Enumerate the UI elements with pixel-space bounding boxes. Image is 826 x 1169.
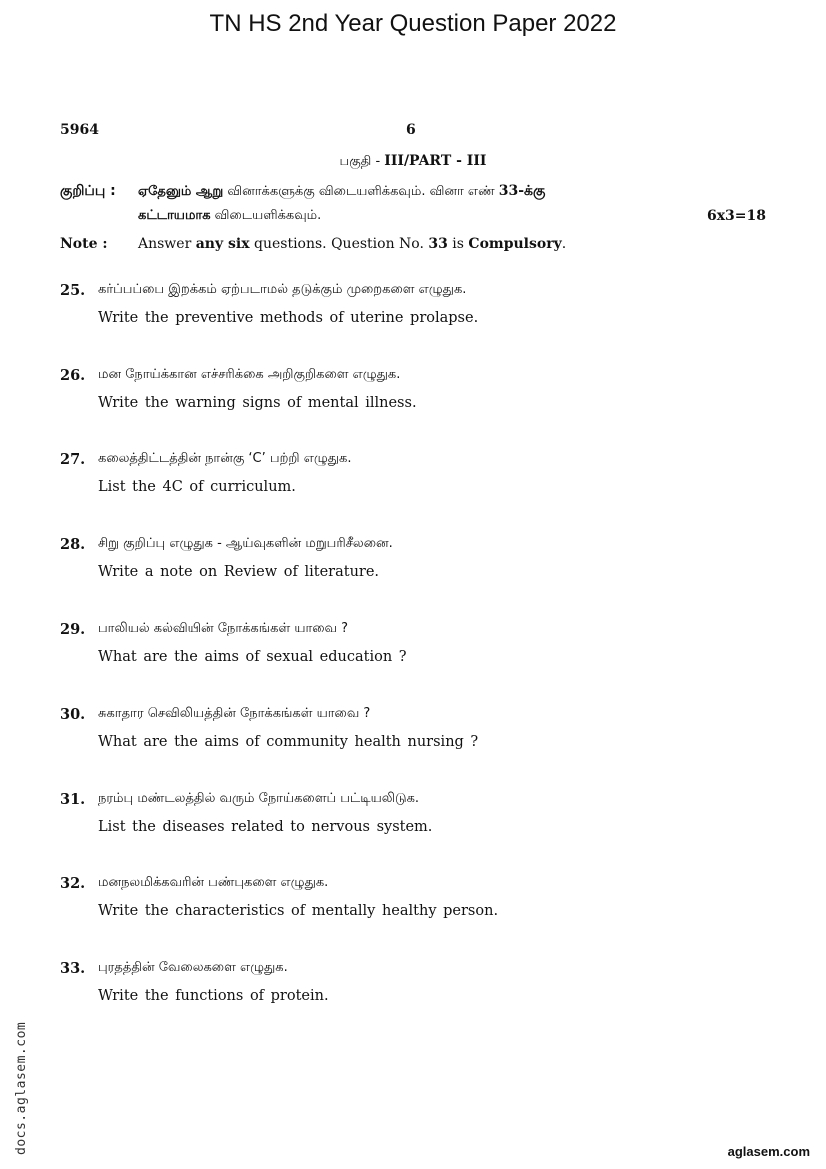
marks-allocation: 6x3=18	[706, 208, 766, 224]
part-heading-tamil: பகுதி -	[339, 154, 385, 169]
question-text-english: Write the preventive methods of uterine prolapse.	[98, 310, 479, 326]
question-text-tamil: புரதத்தின் வேலைகளை எழுதுக.	[98, 960, 288, 975]
note-english-text	[138, 236, 766, 252]
question-number: 27.	[60, 451, 86, 468]
side-watermark: docs.aglasem.com	[14, 1021, 29, 1155]
note-tamil-text-1	[138, 183, 766, 201]
question-number: 33.	[60, 960, 86, 977]
note-en-t3: is	[447, 236, 469, 252]
question-number: 26.	[60, 367, 86, 384]
paper-code: 5964	[60, 122, 99, 138]
note-english-label: Note :	[60, 236, 108, 252]
page-title: TN HS 2nd Year Question Paper 2022	[209, 10, 617, 37]
question-text-english: Write the functions of protein.	[98, 988, 329, 1004]
question-text-english: Write a note on Review of literature.	[98, 564, 380, 580]
note-tamil-bold-compulsory: கட்டாயமாக	[138, 208, 211, 223]
question-text-tamil: சுகாதார செவிலியத்தின் நோக்கங்கள் யாவை ?	[98, 706, 371, 721]
question-text-english: What are the aims of community health nursing ?	[98, 734, 479, 750]
question-text-tamil: பாலியல் கல்வியின் நோக்கங்கள் யாவை ?	[98, 621, 349, 636]
question-text-english: Write the warning signs of mental illness.	[98, 395, 417, 411]
question-text-tamil: கலைத்திட்டத்தின் நான்கு ‘C’ பற்றி எழுதுக.	[98, 451, 352, 466]
question-number: 29.	[60, 621, 86, 638]
question-text-tamil: மனநலமிக்கவரின் பண்புகளை எழுதுக.	[98, 875, 329, 890]
note-tamil-bold-any-six: ஏதேனும் ஆறு	[138, 184, 224, 199]
question-number: 32.	[60, 875, 86, 892]
note-tamil-text-2	[138, 208, 766, 224]
question-text-tamil: சிறு குறிப்பு எழுதுக - ஆய்வுகளின் மறுபரிசீலனை.	[98, 536, 393, 551]
note-tamil-question-number: 33-க்கு	[498, 183, 546, 199]
note-tamil-label: குறிப்பு :	[60, 183, 116, 199]
note-tamil-text-a: வினாக்களுக்கு விடையளிக்கவும். வினா எண்	[223, 184, 499, 199]
part-heading	[0, 153, 826, 170]
question-text-english: List the 4C of curriculum.	[98, 479, 296, 495]
question-text-tamil: நரம்பு மண்டலத்தில் வரும் நோய்களைப் பட்டியலிடுக.	[98, 791, 420, 806]
note-en-t1: Answer	[138, 236, 196, 252]
note-en-any-six: any six	[195, 236, 250, 252]
question-text-english: List the diseases related to nervous system.	[98, 819, 433, 835]
question-text-tamil: கர்ப்பப்பை இறக்கம் ஏற்படாமல் தடுக்கும் முறைகளை எழுதுக.	[98, 282, 467, 297]
question-number: 28.	[60, 536, 86, 553]
page-number: 6	[406, 122, 416, 138]
question-text-tamil: மன நோய்க்கான எச்சரிக்கை அறிகுறிகளை எழுதுக.	[98, 367, 401, 382]
part-heading-roman: III/PART - III	[384, 153, 487, 169]
question-number: 25.	[60, 282, 86, 299]
note-en-question-number: 33	[428, 236, 448, 252]
note-en-t2: questions. Question No.	[249, 236, 429, 252]
question-text-english: Write the characteristics of mentally healthy person.	[98, 903, 499, 919]
footer-brand-link[interactable]: aglasem.com	[727, 1144, 810, 1159]
note-en-compulsory: Compulsory	[468, 236, 562, 252]
note-en-t4: .	[561, 236, 567, 252]
question-text-english: What are the aims of sexual education ?	[98, 649, 407, 665]
note-tamil-text-b: விடையளிக்கவும்.	[210, 208, 322, 223]
question-number: 31.	[60, 791, 86, 808]
question-number: 30.	[60, 706, 86, 723]
